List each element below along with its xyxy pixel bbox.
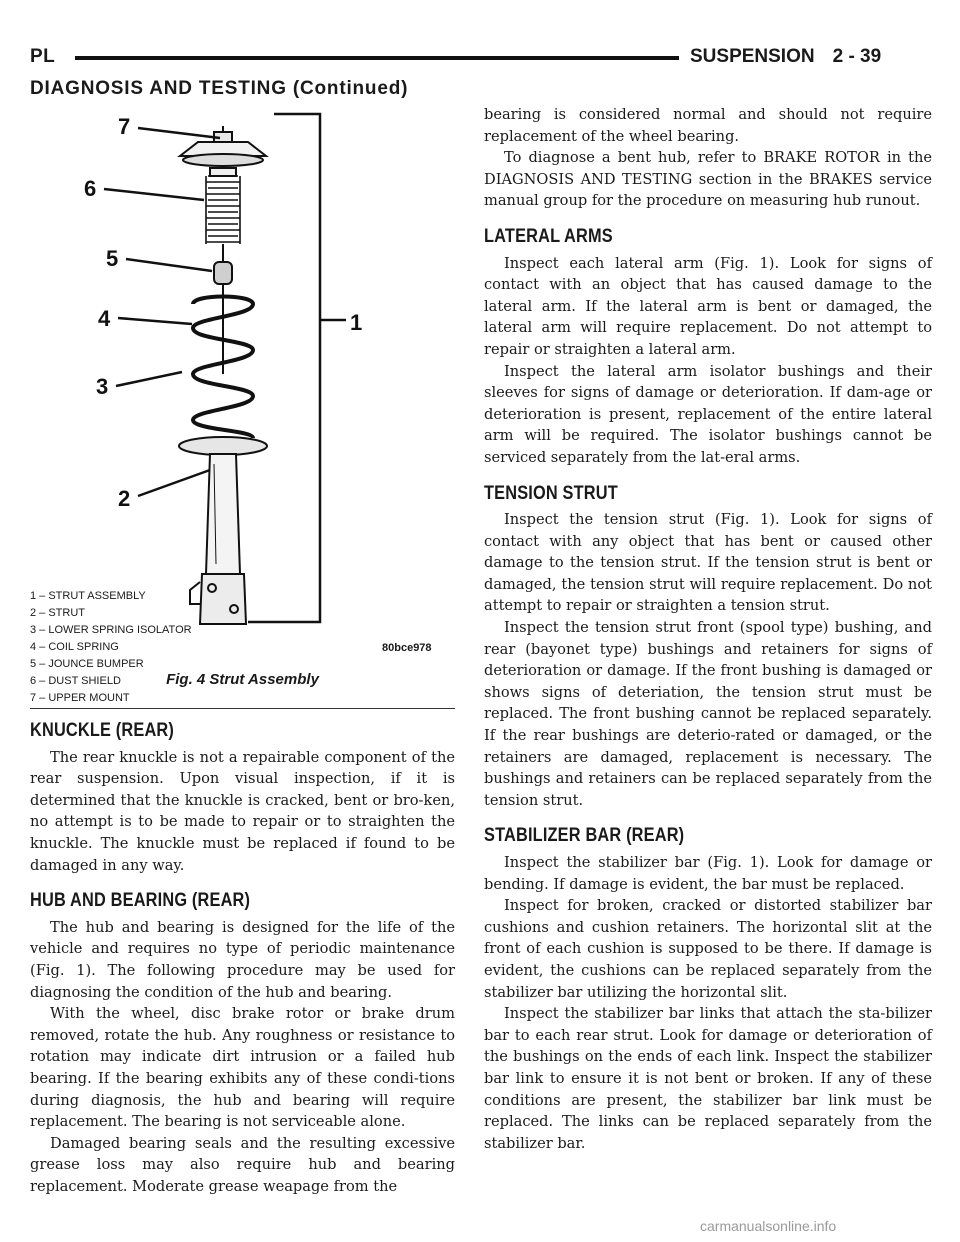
figure-legend bbox=[30, 588, 455, 707]
callout-6: 6 bbox=[84, 176, 97, 201]
legend-item: 1 – STRUT ASSEMBLY bbox=[30, 590, 146, 602]
legend-item: 3 – LOWER SPRING ISOLATOR bbox=[30, 624, 192, 636]
callout-3: 3 bbox=[96, 374, 109, 399]
legend-item: 5 – JOUNCE BUMPER bbox=[30, 658, 144, 670]
callout-7: 7 bbox=[118, 114, 131, 139]
continued-heading: DIAGNOSIS AND TESTING (Continued) bbox=[30, 78, 409, 99]
section-heading-tension-strut: TENSION STRUT bbox=[484, 482, 618, 504]
strut-assembly-illustration bbox=[30, 104, 455, 664]
legend-item: 6 – DUST SHIELD bbox=[30, 675, 121, 687]
paragraph: Inspect the stabilizer bar links that attach the sta-bilizer bar to each rear strut. Look for damage or deterioration of the bushings on the ends of each link. Inspect the stabilizer bar link to ensure it is not bent or broken. If any of these conditions are present, the stabilizer bar link must be replaced. The links can be replaced separately from the stabilizer bar. bbox=[484, 1005, 932, 1152]
page-number: 2 - 39 bbox=[832, 46, 882, 67]
callout-4: 4 bbox=[98, 306, 111, 331]
callout-1: 1 bbox=[350, 310, 363, 335]
callout-2: 2 bbox=[118, 486, 131, 511]
header-rule bbox=[75, 56, 679, 60]
figure-id: 80bce978 bbox=[382, 642, 432, 654]
legend-item: 2 – STRUT bbox=[30, 607, 86, 619]
section-heading-knuckle: KNUCKLE (REAR) bbox=[30, 720, 175, 741]
header-section bbox=[690, 46, 881, 68]
section-heading-stabilizer-bar: STABILIZER BAR (REAR) bbox=[484, 825, 685, 847]
watermark: carmanualsonline.info bbox=[700, 1218, 837, 1234]
right-column bbox=[484, 104, 932, 1154]
callout-5: 5 bbox=[106, 246, 119, 271]
paragraph: To diagnose a bent hub, refer to BRAKE ROTOR in the DIAGNOSIS AND TESTING section in the BRAKES service manual group for the procedure on measuring hub runout. bbox=[484, 149, 932, 210]
paragraph: Inspect for broken, cracked or distorted stabilizer bar cushions and cushion retainers. The horizontal slit at the front of each cushion is supposed to be there. If damage is evident, the cushions can be replaced separately from the stabilizer bar utilizing the horizontal slit. bbox=[484, 897, 932, 1001]
left-column bbox=[30, 720, 455, 1197]
paragraph-continued: bearing is considered normal and should not require replacement of the wheel bearing. bbox=[484, 106, 932, 145]
legend-item: 4 – COIL SPRING bbox=[30, 641, 119, 653]
paragraph: Inspect each lateral arm (Fig. 1). Look for signs of contact with an object that has caused damage to the lateral arm. If the lateral arm is bent or damaged, the lateral arm will require replacement. Do not attempt to repair or straighten a lateral arm. bbox=[484, 254, 932, 358]
paragraph: Inspect the tension strut front (spool type) bushing, and rear (bayonet type) bushings and retainers for signs of deterioration or damage. If the front bushing is damaged or shows signs of deteriation, the tension strut must be replaced. The front bushing cannot be replaced separately. If the rear bushings are deterio-rated or damaged, or the retainers are damaged, replacement is necessary. The bushings and retainers can be replaced separately from the tension strut. bbox=[484, 619, 932, 809]
figure-divider bbox=[30, 708, 455, 709]
paragraph: Inspect the tension strut (Fig. 1). Look for signs of contact with any object that has bent or caused other damage to the tension strut. If the tension strut is bent or damaged, the tension strut will require replacement. Do not attempt to repair or straighten a tension strut. bbox=[484, 511, 932, 615]
section-heading-lateral-arms: LATERAL ARMS bbox=[484, 225, 613, 247]
paragraph: The rear knuckle is not a repairable component of the rear suspension. Upon visual inspection, if it is determined that the knuckle is cracked, bent or bro-ken, no attempt is to be made to repair or to straighten the knuckle. The knuckle must be replaced if found to be damaged in any way. bbox=[30, 748, 455, 874]
header-code: PL bbox=[30, 46, 56, 67]
legend-item: 7 – UPPER MOUNT bbox=[30, 692, 130, 704]
paragraph: Inspect the stabilizer bar (Fig. 1). Look for damage or bending. If damage is evident, the bar must be replaced. bbox=[484, 854, 932, 893]
figure-caption: Fig. 4 Strut Assembly bbox=[166, 671, 319, 688]
paragraph: The hub and bearing is designed for the life of the vehicle and requires no type of periodic maintenance (Fig. 1). The following procedure may be used for diagnosing the condition of the hub and bearing. bbox=[30, 918, 455, 1001]
paragraph: Damaged bearing seals and the resulting excessive grease loss may also require hub and bearing replacement. Moderate grease weapage from the bbox=[30, 1134, 455, 1195]
paragraph: With the wheel, disc brake rotor or brake drum removed, rotate the hub. Any roughness or resistance to rotation may indicate dirt intrusion or a failed hub bearing. If the bearing exhibits any of these condi-tions during diagnosis, the hub and bearing will require replacement. The bearing is not serviceable alone. bbox=[30, 1005, 455, 1131]
section-heading-hub: HUB AND BEARING (REAR) bbox=[30, 890, 251, 912]
paragraph: Inspect the lateral arm isolator bushings and their sleeves for signs of damage or deterioration. If dam-age or deterioration is present, replacement of the entire lateral arm will be required. The isolator bushings cannot be serviced separately from the lat-eral arms. bbox=[484, 362, 932, 466]
section-title: SUSPENSION bbox=[690, 46, 815, 67]
